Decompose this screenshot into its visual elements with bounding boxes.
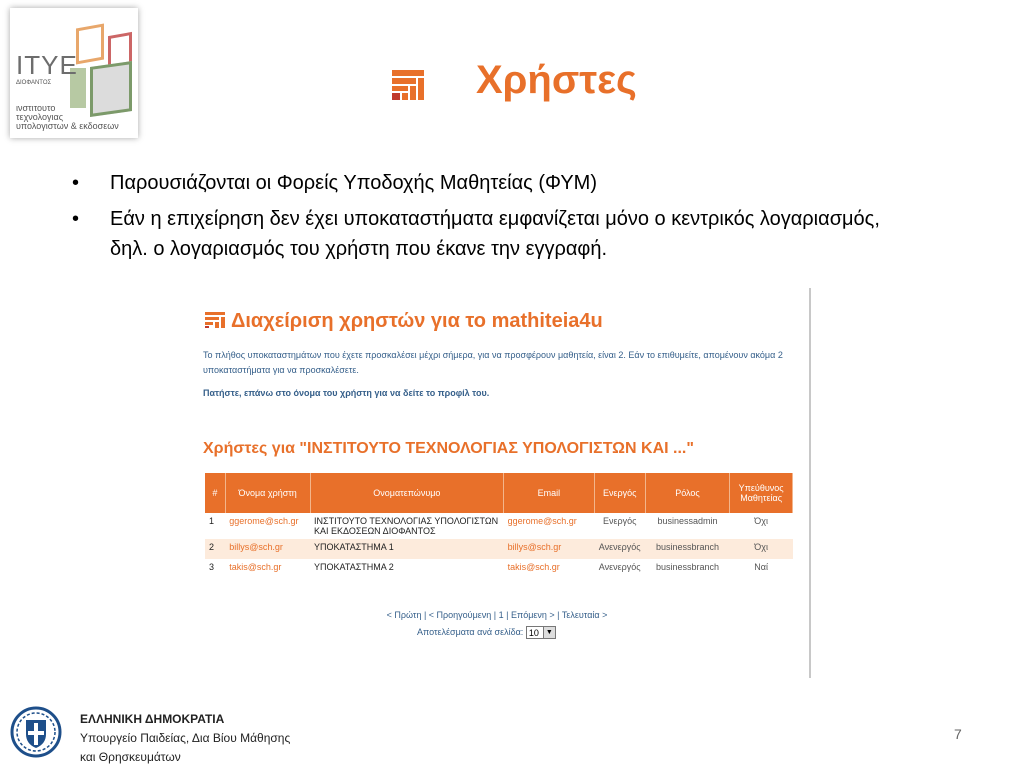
cell-role: businessbranch [655,562,719,572]
username-link[interactable]: takis@sch.gr [229,562,282,572]
users-subheading: Χρήστες για "ΙΝΣΤΙΤΟΥΤΟ ΤΕΧΝΟΛΟΓΙΑΣ ΥΠΟΛΟΓΙΣΤΩΝ ΚΑΙ ..." [203,440,694,457]
divider [809,288,811,678]
cell-fullname: ΙΝΣΤΙΤΟΥΤΟ ΤΕΧΝΟΛΟΓΙΑΣ ΥΠΟΛΟΓΙΣΤΩΝ ΚΑΙ ΕΚΔΟΣΕΩΝ ΔΙΟΦΑΝΤΟΣ [314,516,499,536]
slide-title: Χρήστες [476,58,637,102]
col-role: Ρόλος [645,473,730,513]
col-fullname: Ονοματεπώνυμο [310,473,504,513]
dropdown-arrow-icon[interactable]: ▼ [543,627,555,638]
logo-shape [76,24,104,65]
screenshot-heading [205,310,603,333]
page-number: 7 [954,726,962,742]
greek-emblem-icon [10,706,62,758]
col-active: Ενεργός [594,473,645,513]
cell-responsible: Όχι [730,539,793,559]
email-link[interactable]: ggerome@sch.gr [507,516,577,526]
info-text: Το πλήθος υποκαταστημάτων που έχετε προσκαλέσει μέχρι σήμερα, για να προσφέρουν μαθητεία, είναι 2. Εάν το επιθυμείτε, απομένουν ακόμα 2 υποκαταστήματα για να προσκαλέσετε. [203,350,783,375]
bullet-list [72,168,912,270]
cell-active: Ενεργός [602,516,637,526]
hint-text: Πατήστε, επάνω στο όνομα του χρήστη για να δείτε το προφίλ του. [203,388,490,398]
cell-active: Ανενεργός [594,539,645,559]
cell-active: Ανενεργός [598,562,641,572]
col-responsible: Υπεύθυνος Μαθητείας [730,473,793,513]
cell-role: businessbranch [645,539,730,559]
bullet-dot: • [72,172,80,194]
email-link[interactable]: billys@sch.gr [504,539,595,559]
cell-role: businessadmin [657,516,718,526]
col-email: Email [504,473,595,513]
bullet-dot: • [72,208,80,230]
per-page-select[interactable] [526,626,556,639]
bullet-text: Εάν η επιχείρηση δεν έχει υποκαταστήματα εμφανίζεται μόνο ο κεντρικός λογαριασμός, δηλ. ο λογαριασμός του χρήστη που έκανε την εγγραφή. [110,208,880,260]
table-row [205,539,793,559]
logo-lines [16,104,119,131]
logo-line: ινστιτουτο [16,103,56,113]
cell-fullname: ΥΠΟΚΑΤΑΣΤΗΜΑ 2 [314,562,394,572]
ityie-logo [10,8,138,138]
bullet-item [72,204,912,264]
bullet-text: Παρουσιάζονται οι Φορείς Υποδοχής Μαθητείας (ΦΥΜ) [110,172,597,194]
logo-sub: ΔΙΟΦΑΝΤΟΣ [16,80,52,86]
screenshot-heading-text: Διαχείριση χρηστών για το mathiteia4u [231,310,603,332]
cell-responsible: Ναί [754,562,768,572]
per-page-label: Αποτελέσματα ανά σελίδα: [417,626,524,637]
table-row [205,559,793,579]
cell-number: 3 [209,562,215,572]
col-username: Όνομα χρήστη [225,473,310,513]
cell-number: 2 [205,539,225,559]
username-link[interactable]: ggerome@sch.gr [229,516,299,526]
rss-feed-icon [390,68,426,102]
logo-line: τεχνολογιας [16,112,64,122]
pagination[interactable]: < Πρώτη | < Προηγούμενη | 1 | Επόμενη > | Τελευταία > [386,610,608,620]
cell-responsible: Όχι [754,516,768,526]
username-link[interactable]: billys@sch.gr [225,539,310,559]
bullet-item [72,168,912,198]
users-table [205,473,793,579]
logo-short: ΙΤΥΕ [16,50,78,80]
footer-line: Υπουργείο Παιδείας, Δια Βίου Μάθησης [80,731,291,745]
col-number: # [205,473,225,513]
logo-line: υπολογιστων & εκδοσεων [16,121,119,131]
per-page-control [417,626,556,639]
table-row [205,513,793,539]
table-header-row [205,473,793,513]
rss-feed-icon [205,312,225,328]
footer-line: και Θρησκευμάτων [80,750,181,764]
cell-fullname: ΥΠΟΚΑΤΑΣΤΗΜΑ 1 [310,539,504,559]
footer-text [80,710,290,767]
cell-number: 1 [209,516,215,526]
embedded-screenshot [195,288,811,678]
email-link[interactable]: takis@sch.gr [507,562,560,572]
per-page-value: 10 [528,628,539,638]
footer-line: ΕΛΛΗΝΙΚΗ ΔΗΜΟΚΡΑΤΙΑ [80,712,225,726]
